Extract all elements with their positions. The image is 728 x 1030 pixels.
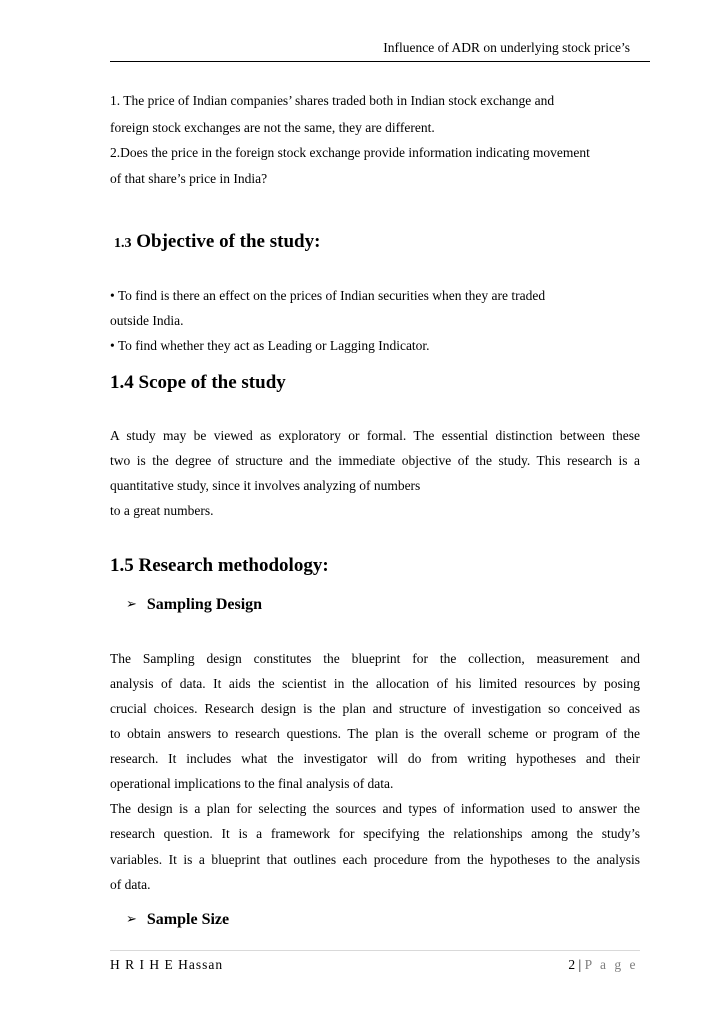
objective-line: • To find is there an effect on the prices of Indian securities when they are traded bbox=[110, 288, 546, 303]
arrow-bullet-icon: ➢ bbox=[126, 912, 137, 927]
scope-line: quantitative study, since it involves analyzing of numbers bbox=[110, 478, 421, 493]
question-line: 2.Does the price in the foreign stock exchange provide information indicating movement bbox=[110, 145, 590, 160]
footer-divider bbox=[110, 950, 640, 951]
page-word: P a g e bbox=[584, 957, 638, 972]
sampling-design-line: of data. bbox=[110, 877, 151, 892]
sampling-design-line: to obtain answers to research questions. The plan is the overall scheme or program of the bbox=[110, 726, 640, 741]
running-header-title: Influence of ADR on underlying stock price’s bbox=[383, 40, 630, 55]
page-separator: | bbox=[578, 957, 582, 972]
section-title: Objective of the study: bbox=[136, 231, 321, 252]
objective-line: outside India. bbox=[110, 313, 184, 328]
subheading-sample-size bbox=[126, 911, 229, 929]
objective-line: • To find whether they act as Leading or Lagging Indicator. bbox=[110, 338, 430, 353]
footer-author: H R I H E Hassan bbox=[110, 957, 224, 972]
subheading-label: Sampling Design bbox=[146, 596, 263, 613]
section-heading-scope: 1.4 Scope of the study bbox=[110, 372, 286, 393]
question-line: foreign stock exchanges are not the same, they are different. bbox=[110, 120, 435, 135]
sampling-design-line: operational implications to the final analysis of data. bbox=[110, 776, 394, 791]
page-number-value: 2 bbox=[568, 957, 576, 972]
question-line: 1. The price of Indian companies’ shares traded both in Indian stock exchange and bbox=[110, 93, 555, 108]
subheading-sampling-design bbox=[126, 596, 262, 614]
scope-line: to a great numbers. bbox=[110, 503, 214, 518]
sampling-design-line: research. It includes what the investigator will do from writing hypotheses and their bbox=[110, 751, 640, 766]
footer-page-number bbox=[568, 957, 638, 973]
subheading-label: Sample Size bbox=[146, 911, 230, 928]
sampling-design-line: analysis of data. It aids the scientist in the allocation of his limited resources by posing bbox=[110, 676, 640, 691]
section-number: 1.3 bbox=[114, 236, 132, 251]
sampling-design-line: The Sampling design constitutes the blueprint for the collection, measurement and bbox=[110, 651, 640, 666]
sampling-design-line: crucial choices. Research design is the plan and structure of investigation so conceived as bbox=[110, 701, 640, 716]
sampling-design-line: research question. It is a framework for specifying the relationships among the study’s bbox=[110, 826, 640, 841]
sampling-design-line: The design is a plan for selecting the sources and types of information used to answer the bbox=[110, 801, 640, 816]
header-divider bbox=[110, 61, 650, 62]
arrow-bullet-icon: ➢ bbox=[126, 597, 137, 612]
scope-line: A study may be viewed as exploratory or formal. The essential distinction between these bbox=[110, 428, 640, 443]
sampling-design-line: variables. It is a blueprint that outlines each procedure from the hypotheses to the analysis bbox=[110, 852, 640, 867]
scope-line: two is the degree of structure and the immediate objective of the study. This research is a bbox=[110, 453, 640, 468]
section-heading-objective bbox=[114, 231, 320, 253]
section-heading-methodology: 1.5 Research methodology: bbox=[110, 555, 329, 576]
question-line: of that share’s price in India? bbox=[110, 171, 268, 186]
